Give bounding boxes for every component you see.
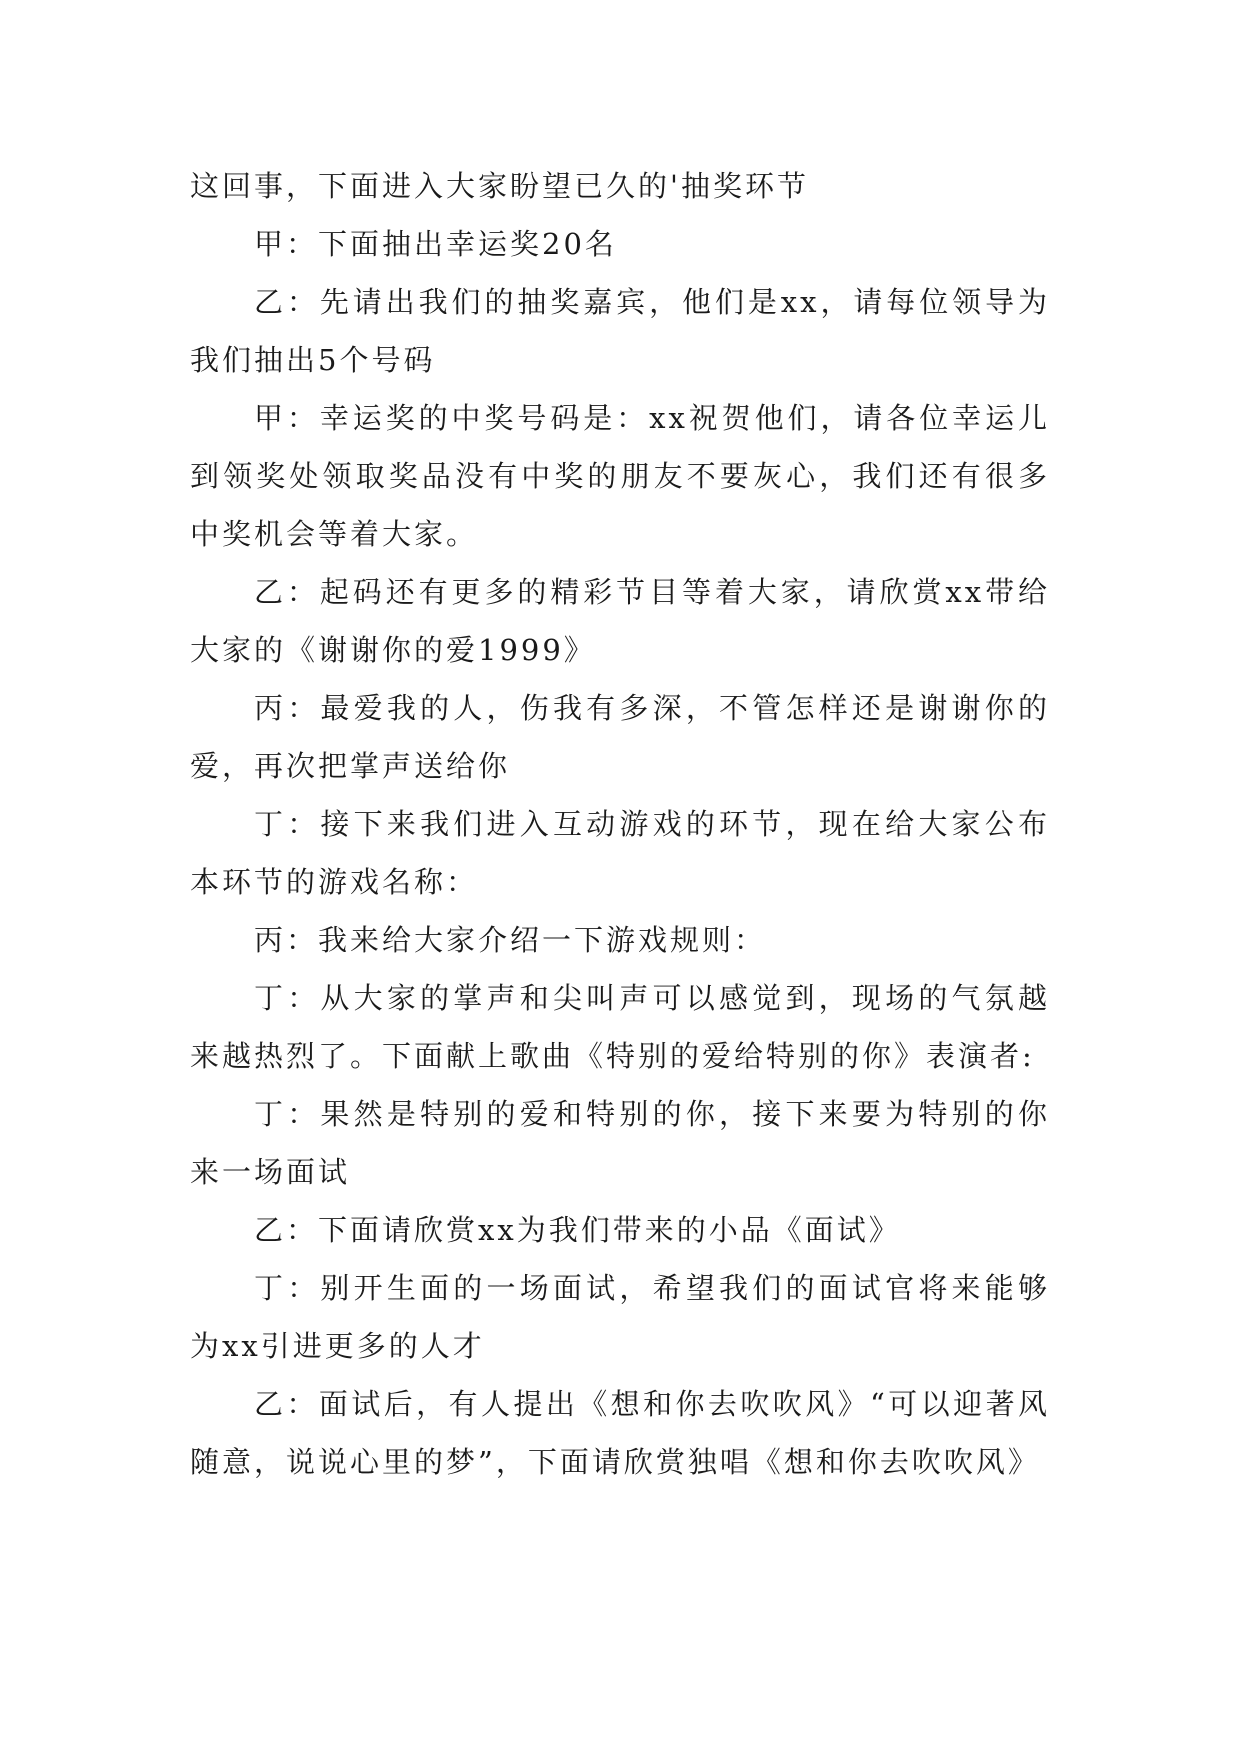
- paragraph-6: 丙：最爱我的人，伤我有多深，不管怎样还是谢谢你的爱，再次把掌声送给你: [190, 691, 1050, 783]
- paragraph-13: 乙：面试后，有人提出《想和你去吹吹风》“可以迎著风随意，说说心里的梦”，下面请欣赏独唱《想和你去吹吹风》: [190, 1387, 1050, 1479]
- paragraph-1: 这回事，下面进入大家盼望已久的'抽奖环节: [190, 169, 809, 203]
- paragraph-3: 乙：先请出我们的抽奖嘉宾，他们是xx，请每位领导为我们抽出5个号码: [190, 285, 1050, 377]
- paragraph-10: 丁：果然是特别的爱和特别的你，接下来要为特别的你来一场面试: [190, 1097, 1050, 1189]
- paragraph-5: 乙：起码还有更多的精彩节目等着大家，请欣赏xx带给大家的《谢谢你的爱1999》: [190, 575, 1050, 667]
- paragraph-7: 丁：接下来我们进入互动游戏的环节，现在给大家公布本环节的游戏名称：: [190, 807, 1050, 899]
- paragraph-4: 甲：幸运奖的中奖号码是：xx祝贺他们，请各位幸运儿到领奖处领取奖品没有中奖的朋友不要灰心，我们还有很多中奖机会等着大家。: [190, 401, 1050, 551]
- paragraph-11: 乙：下面请欣赏xx为我们带来的小品《面试》: [254, 1213, 901, 1247]
- paragraph-12: 丁：别开生面的一场面试，希望我们的面试官将来能够为xx引进更多的人才: [190, 1271, 1050, 1363]
- paragraph-8: 丙：我来给大家介绍一下游戏规则：: [254, 923, 767, 957]
- paragraph-9: 丁：从大家的掌声和尖叫声可以感觉到，现场的气氛越来越热烈了。下面献上歌曲《特别的爱给特别的你》表演者:: [190, 981, 1050, 1073]
- document-body: [190, 157, 1050, 1491]
- paragraph-2: 甲：下面抽出幸运奖20名: [254, 227, 617, 261]
